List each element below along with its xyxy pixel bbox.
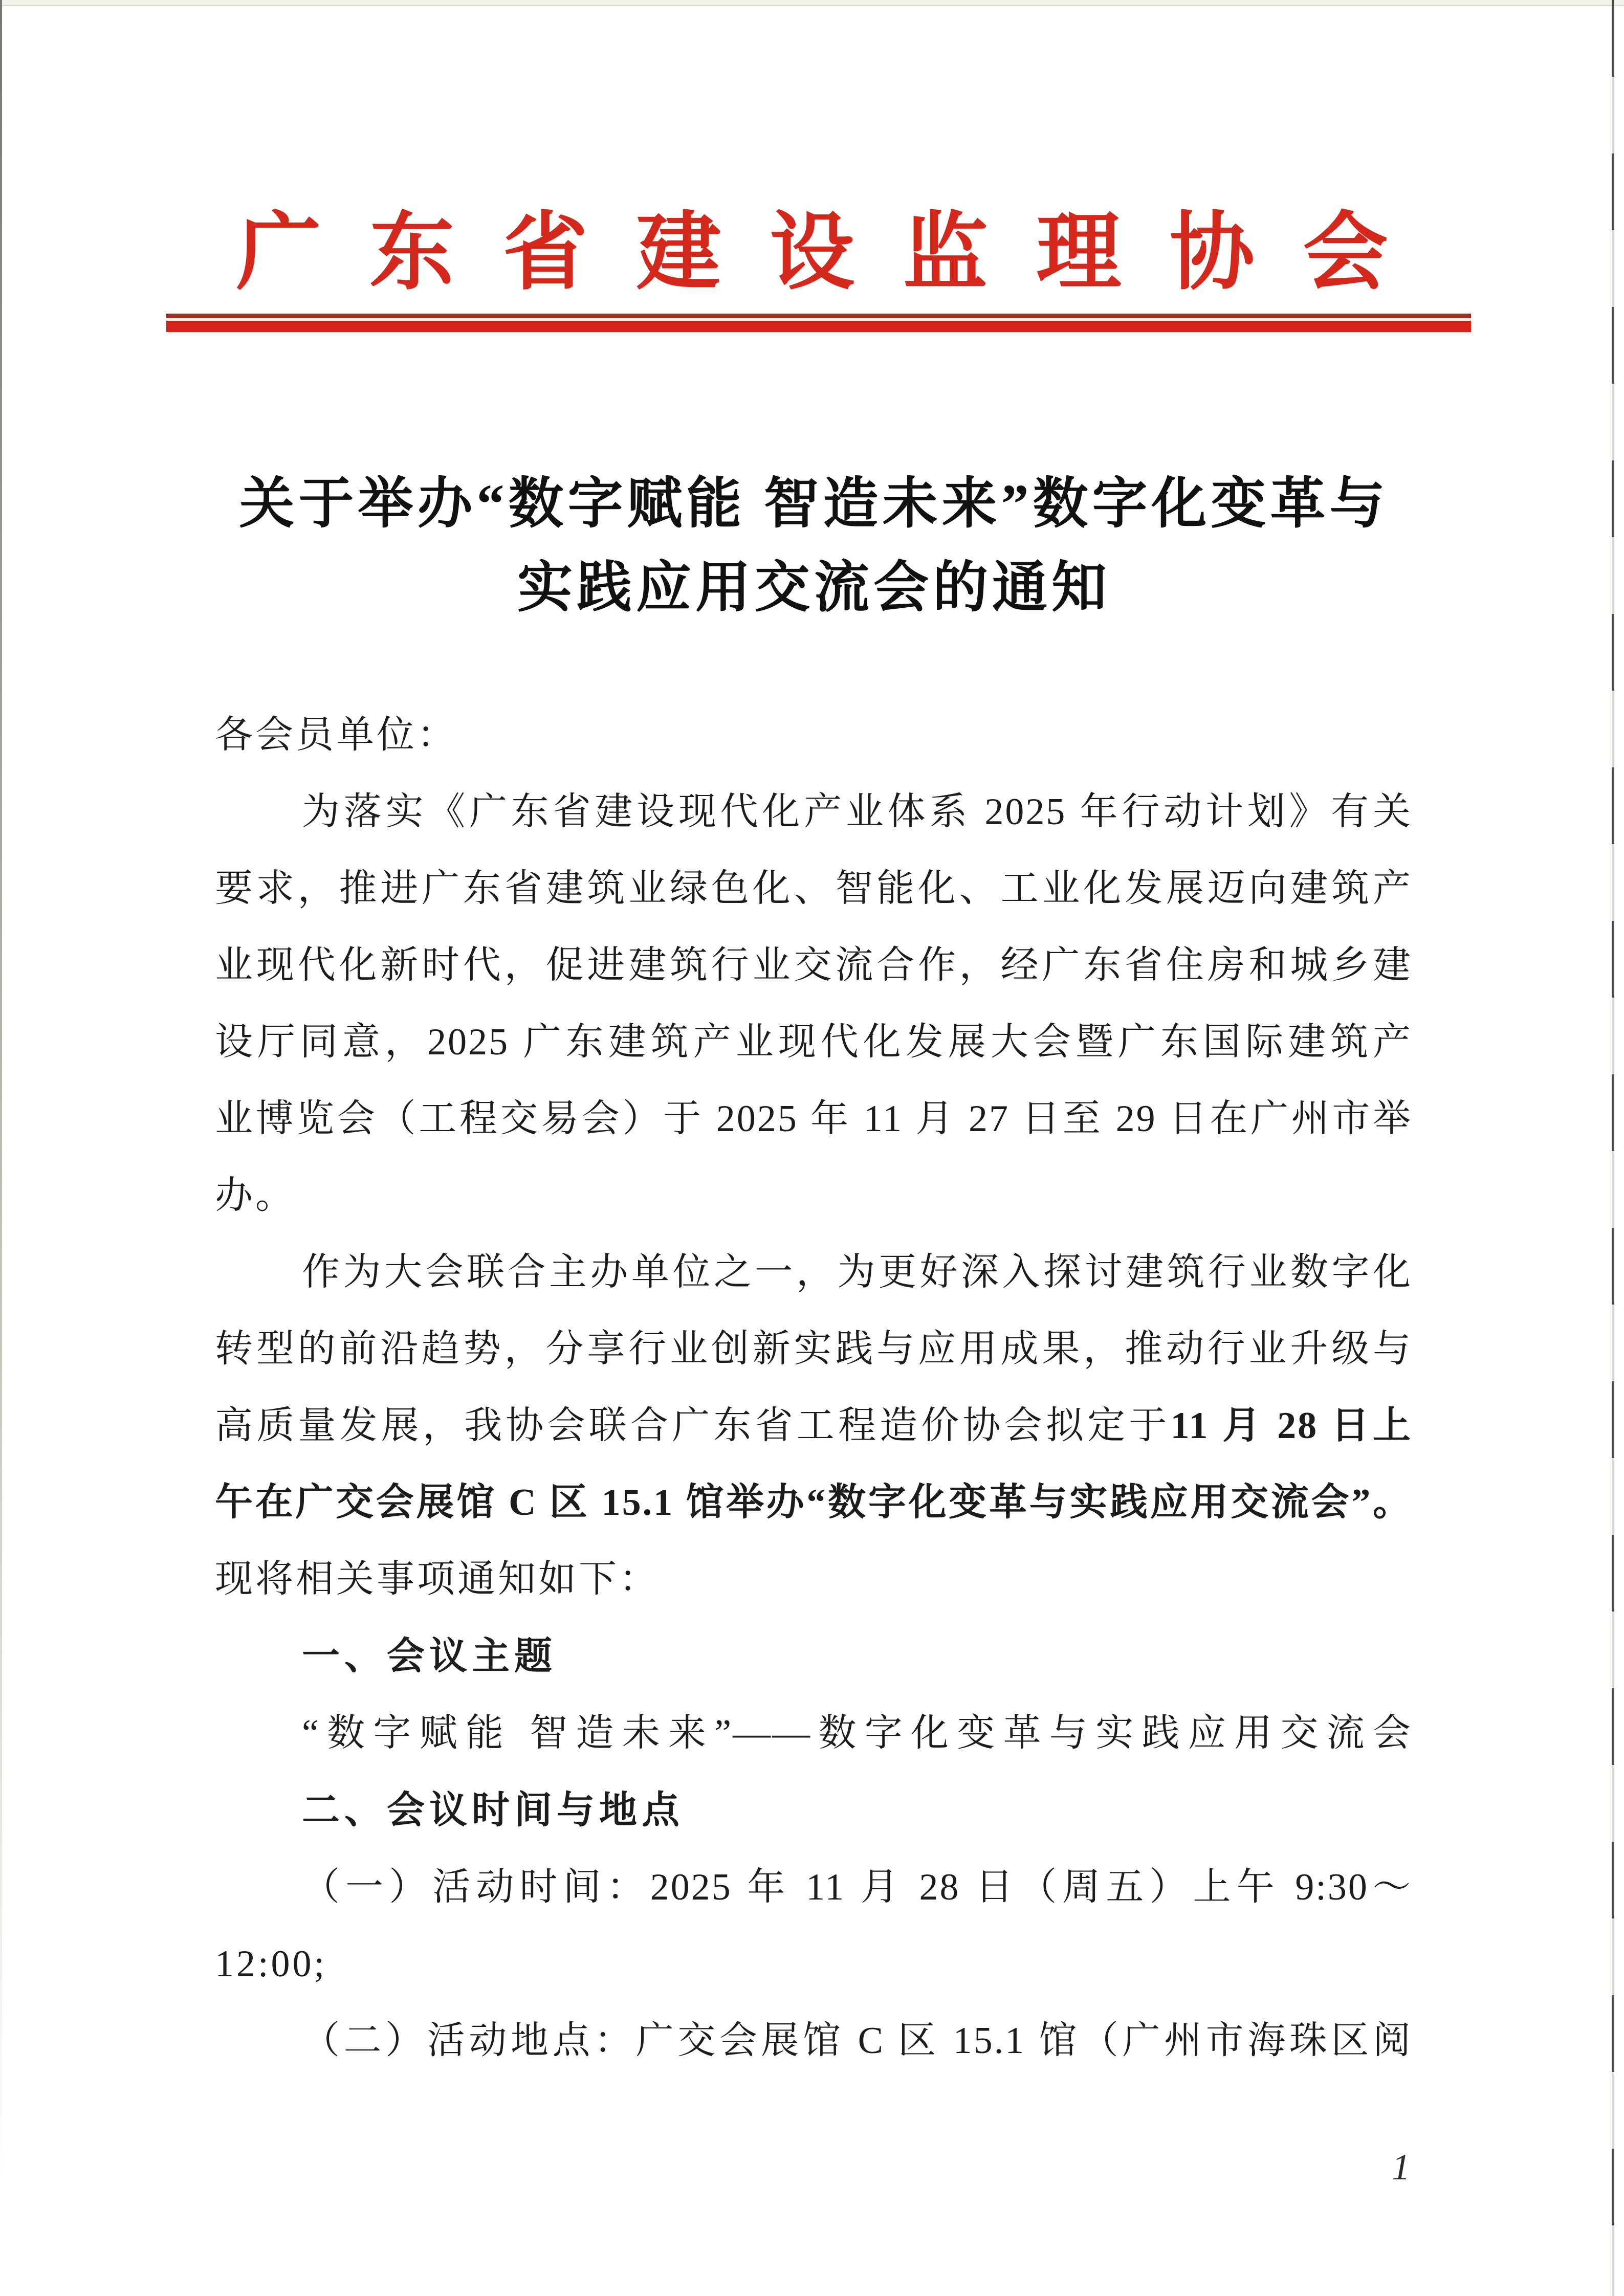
text-run: 设厅同意，2025 广东建筑产业现代化发展大会暨广东国际建筑产	[215, 1021, 1412, 1063]
body-line	[215, 1772, 1412, 1849]
body-line	[215, 2002, 1412, 2079]
body-line	[215, 1695, 1412, 1772]
text-run: 为落实《广东省建设现代化产业体系 2025 年行动计划》有关	[302, 791, 1412, 833]
letterhead-rule-thin	[166, 314, 1471, 318]
document-title-line2: 实践应用交流会的通知	[517, 558, 1111, 619]
text-run: （一）活动时间：2025 年 11 月 28 日（周五）上午 9:30～	[302, 1866, 1412, 1908]
body-line	[215, 1234, 1412, 1311]
scan-artifact-left-edge	[0, 0, 2, 2296]
text-run: 转型的前沿趋势，分享行业创新实践与应用成果，推动行业升级与	[215, 1328, 1412, 1370]
text-run: （二）活动地点：广交会展馆 C 区 15.1 馆（广州市海珠区阅	[302, 2020, 1412, 2062]
body-line	[215, 1464, 1412, 1541]
body-line	[215, 1926, 1412, 2002]
body-line	[215, 1541, 1412, 1618]
body-line	[215, 850, 1412, 927]
page-number: 1	[1392, 2147, 1410, 2188]
text-run: “数字赋能 智造未来”——数字化变革与实践应用交流会	[302, 1712, 1412, 1754]
text-run: 作为大会联合主办单位之一，为更好深入探讨建筑行业数字化	[302, 1251, 1412, 1293]
document-title-line1: 关于举办“数字赋能 智造未来”数字化变革与	[239, 474, 1389, 535]
letterhead-org-name: 广东省建设监理协会	[236, 206, 1437, 300]
text-run: 一、会议主题	[302, 1635, 557, 1677]
body-line	[215, 1311, 1412, 1387]
text-run: 办。	[215, 1175, 296, 1217]
text-run: 午在广交会展馆 C 区 15.1 馆举办“数字化变革与实践应用交流会”。	[215, 1482, 1412, 1524]
body-line	[215, 1080, 1412, 1157]
text-run: 现将相关事项通知如下：	[215, 1558, 660, 1600]
document-title	[0, 462, 1624, 630]
text-run: 要求，推进广东省建筑业绿色化、智能化、工业化发展迈向建筑产	[215, 868, 1412, 910]
text-run: 业博览会（工程交易会）于 2025 年 11 月 27 日至 29 日在广州市举	[215, 1098, 1412, 1140]
document-body	[215, 697, 1412, 2079]
body-line	[215, 1004, 1412, 1080]
text-run: 各会员单位：	[215, 714, 457, 756]
scan-artifact-top-edge	[0, 0, 1624, 6]
text-run: 12:00;	[215, 1943, 327, 1985]
body-line	[215, 1157, 1412, 1234]
body-line	[215, 1387, 1412, 1464]
body-line	[215, 1618, 1412, 1695]
text-run: 11 月 28 日上	[1170, 1405, 1413, 1447]
scan-artifact-right-edge	[1612, 0, 1614, 2296]
text-run: 二、会议时间与地点	[302, 1789, 684, 1831]
text-run: 高质量发展，我协会联合广东省工程造价协会拟定于	[215, 1405, 1171, 1447]
text-run: 业现代化新时代，促进建筑行业交流合作，经广东省住房和城乡建	[215, 944, 1412, 986]
body-line	[215, 774, 1412, 850]
body-line	[215, 927, 1412, 1004]
body-line	[215, 1849, 1412, 1926]
body-line	[215, 697, 1412, 774]
letterhead-rule-thick	[166, 321, 1471, 332]
